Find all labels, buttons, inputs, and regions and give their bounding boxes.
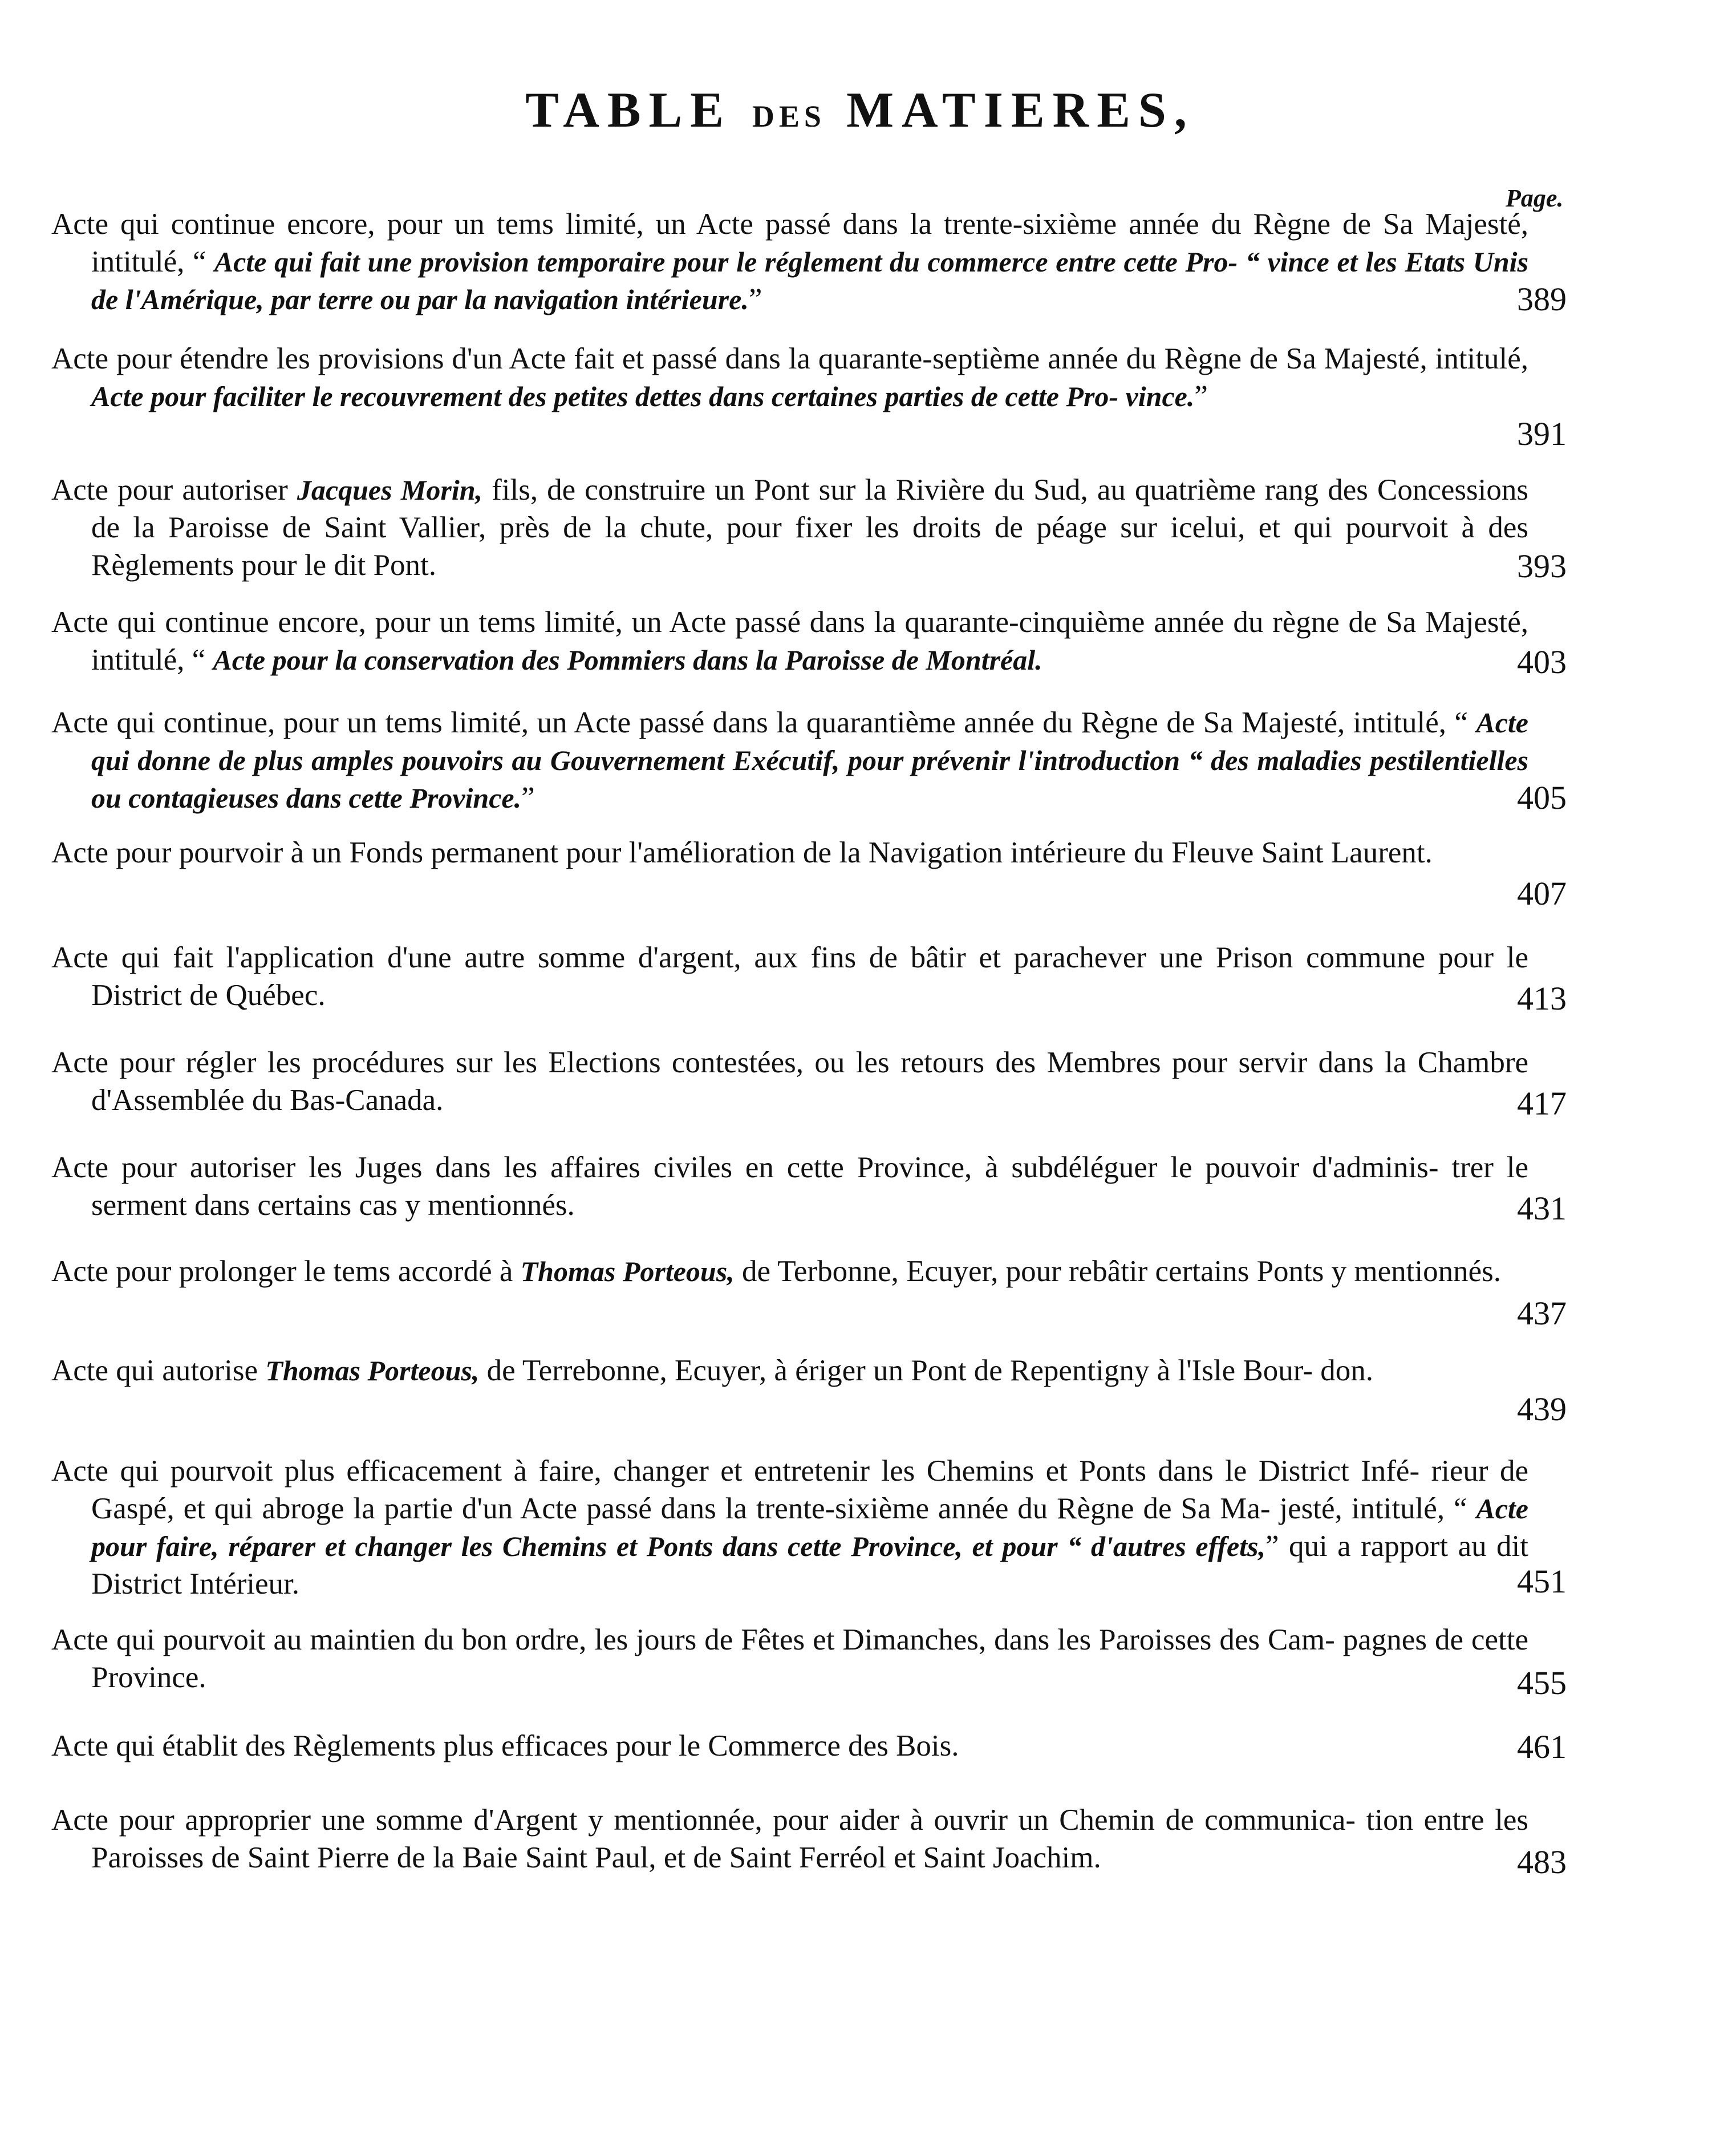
- entry-italic-text: Thomas Porteous,: [265, 1355, 480, 1387]
- entry-text: Acte qui autorise: [51, 1354, 266, 1387]
- entry-text: Acte qui continue encore, pour un tems limité, un Acte passé dans la trente-sixième année du Règne de Sa Majesté, intitulé, “: [51, 208, 1528, 278]
- toc-entry: [51, 1044, 1528, 1119]
- entry-text: Acte qui pourvoit plus efficacement à faire, changer et entretenir les Chemins et Ponts dans le District Infé- rieur de Gaspé, et qui abroge la partie d'un Acte passé dans la trente-sixième année du Règne de Sa Ma- jesté, intitulé, “: [51, 1454, 1528, 1525]
- entry-page-number: 393: [1517, 548, 1567, 585]
- toc-entry: [51, 704, 1528, 817]
- page-title: [0, 83, 1720, 138]
- toc-entry: [51, 603, 1528, 679]
- entry-page-number: 437: [1517, 1295, 1567, 1332]
- entry-text: Acte pour autoriser: [51, 473, 297, 506]
- entry-page-number: 405: [1517, 779, 1567, 816]
- entry-text-end: fils, de construire un Pont sur la Rivière du Sud, au quatrième rang des Concessions de la Paroisse de Saint Vallier, près de la chute, pour fixer les droits de péage sur icelui, et qui pourvoit à des Règlements pour le dit Pont.: [91, 473, 1528, 582]
- toc-entry: [51, 1727, 1528, 1765]
- toc-entry: [51, 1149, 1528, 1224]
- toc-entry: [51, 834, 1528, 872]
- entry-text-end: ” qui a rapport au dit District Intérieur.: [91, 1530, 1528, 1600]
- entry-text-end: ”: [748, 283, 762, 316]
- entry-page-number: 455: [1517, 1664, 1567, 1701]
- entry-page-number: 431: [1517, 1190, 1567, 1227]
- entry-text: Acte qui fait l'application d'une autre somme d'argent, aux fins de bâtir et parachever une Prison commune pour le District de Québec.: [51, 941, 1528, 1012]
- toc-entry: [51, 1621, 1528, 1696]
- entry-italic-text: Jacques Morin,: [297, 474, 483, 506]
- page-column-label: Page.: [1506, 184, 1564, 212]
- toc-entry: [51, 1801, 1528, 1877]
- entry-italic-text: Acte qui fait une provision temporaire pour le réglement du commerce entre cette Pro- “ vince et les Etats Unis de l'Amérique, par terre ou par la navigation intérieure.: [91, 246, 1528, 315]
- title-word-des: DES: [752, 99, 826, 133]
- title-word-table: TABLE: [525, 83, 752, 138]
- entry-page-number: 413: [1517, 980, 1567, 1017]
- toc-entry: [51, 939, 1528, 1014]
- entry-text: Acte pour approprier une somme d'Argent y mentionnée, pour aider à ouvrir un Chemin de communica- tion entre les Paroisses de Saint Pierre de la Baie Saint Paul, et de Saint Ferréol et Saint Joachim.: [51, 1804, 1528, 1874]
- entry-text: Acte pour étendre les provisions d'un Acte fait et passé dans la quarante-septième année du Règne de Sa Majesté, intitulé,: [51, 342, 1528, 375]
- entry-text: Acte qui continue encore, pour un tems limité, un Acte passé dans la quarante-cinquième année du règne de Sa Majesté, intitulé, “: [51, 606, 1528, 676]
- entry-page-number: 439: [1517, 1391, 1567, 1428]
- entry-text: Acte pour autoriser les Juges dans les affaires civiles en cette Province, à subdéléguer le pouvoir d'adminis- trer le serment dans certains cas y mentionnés.: [51, 1151, 1528, 1222]
- entry-italic-text: Thomas Porteous,: [520, 1255, 735, 1287]
- entry-text: Acte pour prolonger le tems accordé à: [51, 1255, 521, 1288]
- entry-italic-text: Acte pour la conservation des Pommiers dans la Paroisse de Montréal.: [213, 644, 1042, 676]
- entry-text-end: de Terrebonne, Ecuyer, à ériger un Pont de Repentigny à l'Isle Bour- don.: [479, 1354, 1373, 1387]
- entry-text: Acte qui établit des Règlements plus efficaces pour le Commerce des Bois.: [51, 1729, 959, 1762]
- entry-italic-text: Acte pour faciliter le recouvrement des petites dettes dans certaines parties de cette Pro- vince.: [91, 380, 1195, 412]
- title-word-matieres: MATIERES,: [825, 83, 1195, 138]
- entry-text-end: ”: [521, 781, 535, 814]
- entry-page-number: 389: [1517, 281, 1567, 318]
- toc-entry: [51, 1352, 1528, 1389]
- entry-text-end: de Terbonne, Ecuyer, pour rebâtir certains Ponts y mentionnés.: [734, 1255, 1501, 1288]
- entry-text: Acte pour pourvoir à un Fonds permanent pour l'amélioration de la Navigation intérieure du Fleuve Saint Laurent.: [51, 836, 1433, 869]
- entry-text-end: ”: [1194, 380, 1208, 413]
- entry-page-number: 461: [1517, 1728, 1567, 1765]
- entry-page-number: 391: [1517, 415, 1567, 452]
- toc-entry: [51, 471, 1528, 584]
- entry-italic-text: Acte qui donne de plus amples pouvoirs au Gouvernement Exécutif, pour prévenir l'introduction “ des maladies pestilentielles ou contagieuses dans cette Province.: [91, 707, 1528, 814]
- toc-entry: [51, 1452, 1528, 1603]
- entry-page-number: 417: [1517, 1085, 1567, 1122]
- entry-page-number: 451: [1517, 1563, 1567, 1600]
- entry-page-number: 403: [1517, 643, 1567, 680]
- entry-page-number: 483: [1517, 1843, 1567, 1881]
- toc-entry: [51, 205, 1528, 318]
- entry-page-number: 407: [1517, 875, 1567, 912]
- entry-text: Acte qui pourvoit au maintien du bon ordre, les jours de Fêtes et Dimanches, dans les Paroisses des Cam- pagnes de cette Province.: [51, 1623, 1528, 1694]
- toc-entry: [51, 340, 1528, 415]
- entry-italic-text: Acte pour faire, réparer et changer les Chemins et Ponts dans cette Province, et pour “ d'autres effets,: [91, 1493, 1528, 1562]
- toc-entry: [51, 1253, 1528, 1290]
- entry-text: Acte pour régler les procédures sur les Elections contestées, ou les retours des Membres pour servir dans la Chambre d'Assemblée du Bas-Canada.: [51, 1046, 1528, 1117]
- entry-text: Acte qui continue, pour un tems limité, un Acte passé dans la quarantième année du Règne de Sa Majesté, intitulé, “: [51, 706, 1476, 739]
